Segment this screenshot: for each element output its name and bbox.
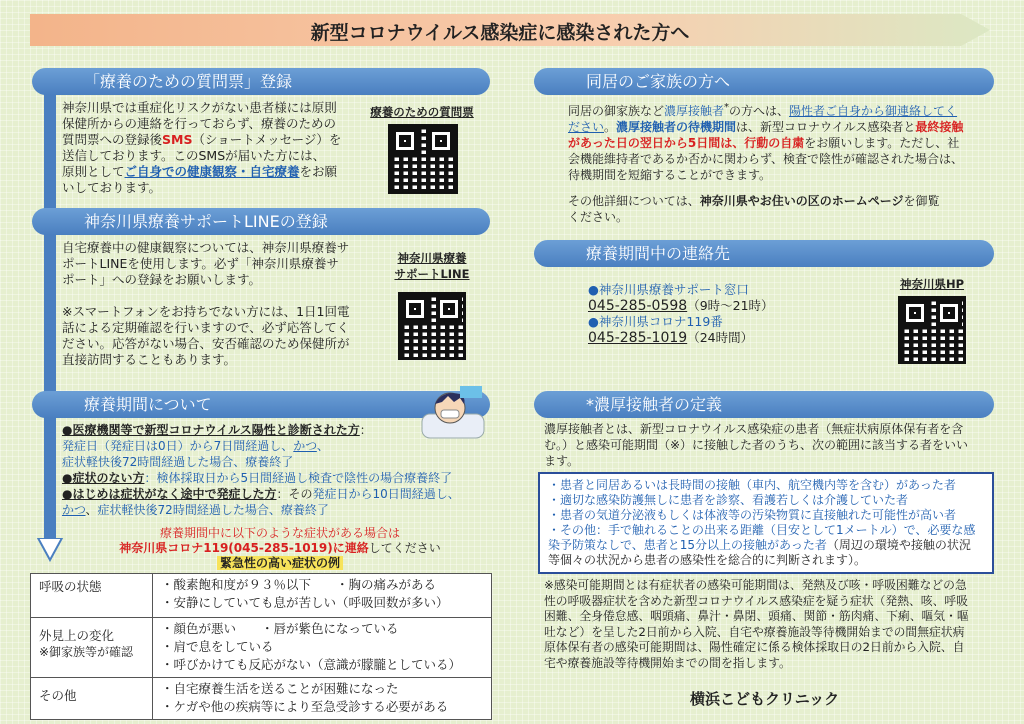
period-rules: ●医療機関等で新型コロナウイルス陽性と診断された方： 発症日（発症日は0日）から7日間経過し、かつ、 症状軽快後72時間経過した場合、療養終了 ●症状のない方：検体採取日から5日間経過し検査で陰性の場合療養終了 ●はじめは症状がなく途中で発症した方：その発症日から10日間経過し、 かつ、症状軽快後72時間経過した場合、療養終了: [62, 423, 460, 517]
emergency-symptoms-table: [30, 573, 492, 720]
table-row: 外見上の変化 ※御家族等が確認 ・顔色が悪い ・唇が紫色になっている ・肩で息をしている ・呼びかけても反応がない（意識が朦朧としている）: [31, 618, 492, 678]
kanagawa-hp-qr-label: 神奈川県HP: [899, 277, 965, 291]
clinic-name: 横浜こどもクリニック: [690, 690, 840, 708]
section-heading-line: 神奈川県療養サポートLINEの登録: [32, 208, 490, 235]
line-qr-label: 神奈川県療養 サポートLINE: [394, 251, 470, 281]
contact-list: ●神奈川県療養サポート窓口 045-285-0598（9時〜21時） ●神奈川県コロナ119番 045-285-1019（24時間）: [588, 282, 774, 346]
questionnaire-text: 神奈川県では重症化リスクがない患者様には原則 保健所からの連絡を行っておらず、療養のための 質問票への登録後SMS（ショートメッセージ）を 送信しております。このSMSが届いた方には、 原則としてご自身での健康観察・自宅療養をお願 いしております。: [62, 100, 342, 195]
definition-text: 濃厚接触者とは、新型コロナウイルス感染症の患者（無症状病原体保有者を含 む。）と感染可能期間（※）に接触した者のうち、次の範囲に該当する者をいい ます。: [544, 422, 969, 468]
family-text: 同居の御家族など濃厚接触者*の方へは、陽性者ご自身から御連絡してく ださい。濃厚接触者の待機期間は、新型コロナウイルス感染者と最終接触 があった日の翌日から5日間は、行動の自粛をお願いします。ただし、社 会機能維持者であるか否かに関わらず、検査で陰性が確認された場合は、 待機期間を短縮することができます。 その他詳細については、神奈川県やお住いの区のホームページを御覧 ください。: [568, 102, 964, 224]
section-heading-contact: 療養期間中の連絡先: [534, 240, 994, 267]
definition-criteria-box: ・患者と同居あるいは長時間の接触（車内、航空機内等を含む）があった者 ・適切な感染防護無しに患者を診察、看護若しくは介護していた者 ・患者の気道分泌液もしくは体液等の汚染物質に直接触れた可能性が高い者 ・その他：手で触れることの出来る距離（目安として1メートル）で、必要な感 染予防策なしで、患者と15分以上の接触があった者（周辺の環境や接触の状況 等個々の状況から患者の感染性を総合的に判断されます）。: [538, 472, 994, 574]
down-arrow: [36, 538, 64, 562]
contact-phone-1: 045-285-0598: [588, 298, 688, 314]
infectious-period-note: ※感染可能期間とは有症状者の感染可能期間は、発熱及び咳・呼吸困難などの急 性の呼吸器症状を含めた新型コロナウイルス感染症を疑う症状（発熱、咳、呼吸 困難、全身倦怠感、咽頭痛、鼻汁・鼻閉、頭痛、関節・筋肉痛、下痢、嘔気・嘔 吐など）を呈した2日前から入院、自宅や療養施設等待機開始までの間無症状病 原体保有者の感染可能期間は、陽性確定に係る検体採取日の2日前から入院、自 宅や療養施設等待機開始までの間を指します。: [544, 578, 969, 670]
table-row: 呼吸の状態 ・酸素飽和度が９３％以下 ・胸の痛みがある ・安静にしていても息が苦しい（呼吸回数が多い）: [31, 574, 492, 618]
section-heading-definition: *濃厚接触者の定義: [534, 391, 994, 418]
warning-block: 療養期間中に以下のような症状がある場合は 神奈川県コロナ119(045-285-1019)に連絡してください 緊急性の高い症状の例: [119, 526, 441, 570]
questionnaire-qr-code[interactable]: [388, 124, 458, 194]
section-heading-period: 療養期間について: [32, 391, 490, 418]
section-connector-line: [44, 90, 56, 540]
page-title: 新型コロナウイルス感染症に感染された方へ: [310, 22, 690, 44]
questionnaire-qr-label: 療養のための質問票: [370, 105, 474, 119]
table-row: その他 ・自宅療養生活を送ることが困難になった ・ケガや他の疾病等により至急受診する必要がある: [31, 678, 492, 720]
kanagawa-hp-qr-code[interactable]: [898, 296, 966, 364]
line-qr-code[interactable]: [398, 292, 466, 360]
contact-phone-2: 045-285-1019: [588, 330, 688, 346]
section-heading-family: 同居のご家族の方へ: [534, 68, 994, 95]
section-heading-questionnaire: 「療養のための質問票」登録: [32, 68, 490, 95]
line-support-text: 自宅療養中の健康観察については、神奈川県療養サ ポートLINEを使用します。必ず「神奈川県療養サ ポート」への登録をお願いします。 ※スマートフォンをお持ちでない方には、1日1回電 話による定期確認を行いますので、必ず応答してく ださい。応答がない場合、安否確認のため保健所が 直接訪問することもあります。: [62, 240, 350, 367]
